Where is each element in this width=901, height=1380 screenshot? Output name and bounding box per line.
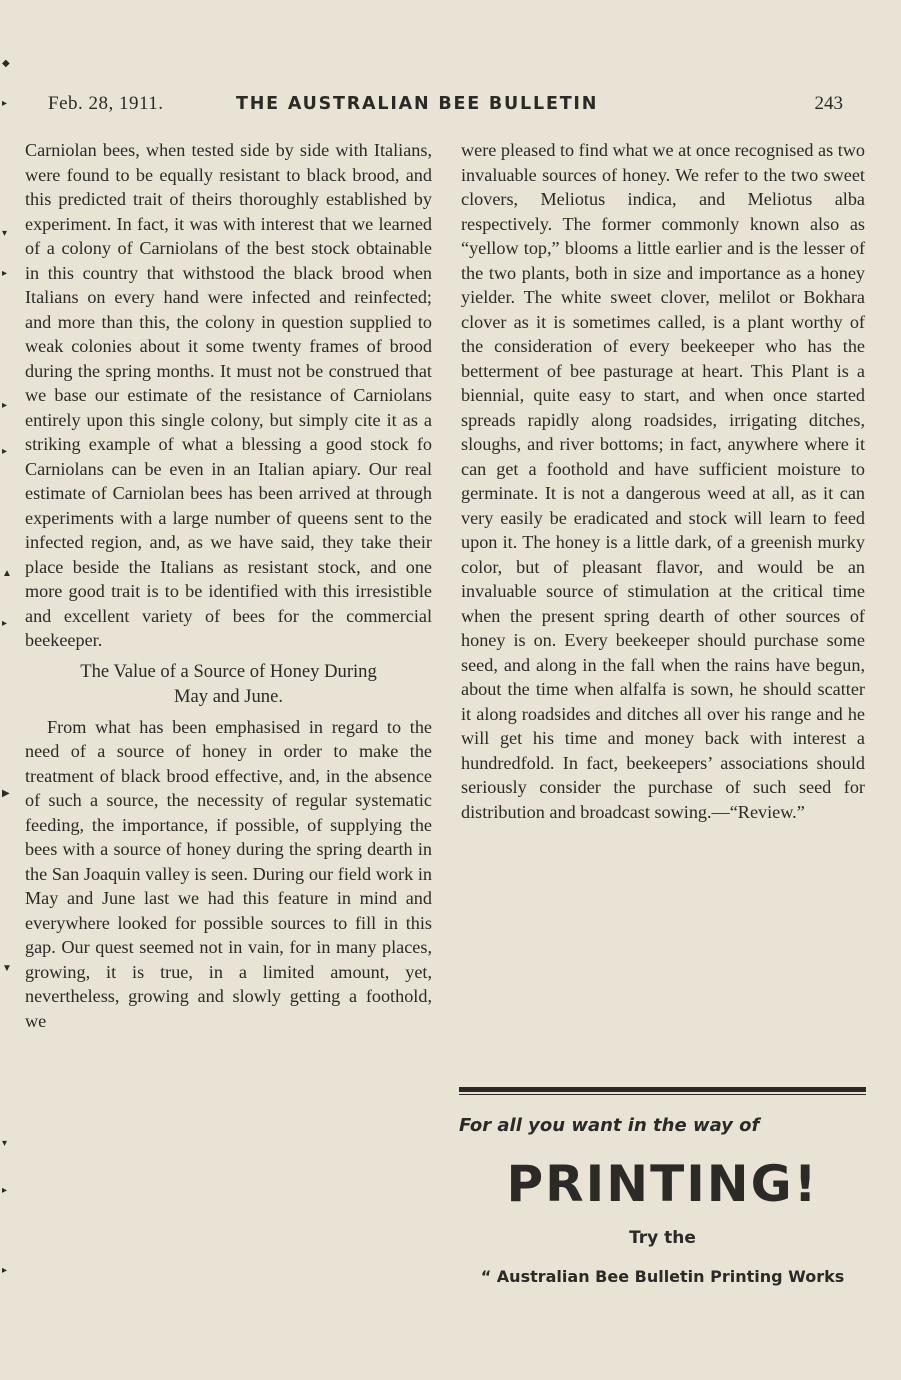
- left-column: [25, 138, 432, 1033]
- margin-mark: ▸: [2, 98, 8, 109]
- advert-divider: [459, 1087, 866, 1092]
- section-heading: [25, 659, 432, 709]
- advert-tagline: For all you want in the way of: [459, 1115, 760, 1136]
- advert-divider-thin: [459, 1094, 866, 1095]
- margin-mark: ▸: [2, 618, 8, 629]
- margin-mark: ▸: [2, 1265, 8, 1276]
- carniolan-paragraph: Carniolan bees, when tested side by side with Italians, were found to be equally resistant to black brood, and this predicted trait of theirs thoroughly established by experiment. In fact, it was with interest that we learned of a colony of Carniolans of the best stock obtainable in this country that withstood the black brood when Italians on every hand were infected and reinfected; and more than this, the colony in question supplied to weak colonies about it some twenty frames of brood during the spring months. It must not be construed that we base our estimate of the resistance of Carniolans entirely upon this single colony, but simply cite it as a striking example of what a blessing a good stock fo Carniolans can be even in an Italian apiary. Our real estimate of Carniolan bees has been arrived at through experiments with a large number of queens sent to the infected region, and, as we have said, they take their place beside the Italians as resistant stock, and one more good trait is to be identified with this irresistible and excellent variety of bees for the commercial beekeeper.: [25, 140, 432, 650]
- page-number: 243: [814, 93, 843, 114]
- advert-printer-name: “ Australian Bee Bulletin Printing Works: [480, 1267, 845, 1286]
- honey-source-paragraph: From what has been emphasised in regard to the need of a source of honey in order to make the treatment of black brood effective, and, in the absence of such a source, the necessity of regular systematic feeding, the importance, if possible, of supplying the bees with a source of honey during the spring dearth in the San Joaquin valley is seen. During our field work in May and June last we had this feature in mind and everywhere looked for possible sources to fill in this gap. Our quest seemed not in vain, for in many places, growing, it is true, in a limited amount, yet, nevertheless, growing and slowly getting a foothold, we: [25, 716, 432, 1031]
- right-column: [461, 138, 865, 824]
- margin-mark: ▼: [2, 963, 12, 974]
- margin-mark: ▶: [2, 788, 10, 799]
- advert-headline: PRINTING!: [506, 1155, 819, 1213]
- section-heading-line2: May and June.: [174, 685, 283, 707]
- margin-mark: ▲: [2, 568, 12, 579]
- margin-mark: ▸: [2, 268, 8, 279]
- advert-try-line: Try the: [629, 1228, 696, 1248]
- margin-mark: ▸: [2, 446, 8, 457]
- issue-date: Feb. 28, 1911.: [48, 93, 164, 114]
- publication-title: THE AUSTRALIAN BEE BULLETIN: [236, 94, 599, 114]
- margin-mark: ▾: [2, 1138, 8, 1149]
- margin-mark: ▾: [2, 228, 8, 239]
- margin-mark: ▸: [2, 400, 8, 411]
- section-heading-line1: The Value of a Source of Honey During: [80, 660, 377, 682]
- page-header: [48, 93, 843, 121]
- margin-mark: ▸: [2, 1185, 8, 1196]
- sweet-clover-paragraph: were pleased to find what we at once recognised as two invaluable sources of honey. We refer to the two sweet clovers, Meliotus indica, and Meliotus alba respectively. The former commonly known also as “yellow top,” blooms a little earlier and is the lesser of the two plants, both in size and importance as a honey yielder. The white sweet clover, melilot or Bokhara clover as it is sometimes called, is a plant worthy of the consideration of every beekeeper who has the betterment of bee pasturage at heart. This Plant is a biennial, quite easy to start, and when once started spreads rapidly along roadsides, irrigating ditches, sloughs, and river bottoms; in fact, anywhere where it can get a foothold and have sufficient moisture to germinate. It is not a dangerous weed at all, as it can very easily be eradicated and stock will learn to feed upon it. The honey is a little dark, of a greenish murky color, but of pleasant flavor, and would be an invaluable source of stimulation at the critical time when the present spring dearth of other sources of honey is on. Every beekeeper should purchase some seed, and along in the fall when the rains have begun, about the time when alfalfa is sown, he should scatter it along roadsides and ditches all over his range and he will get his time and money back with interest a hundredfold. In fact, beekeepers’ associations should seriously consider the purchase of such seed for distribution and broadcast sowing.—“Review.”: [461, 140, 866, 822]
- margin-mark: ◆: [2, 58, 10, 69]
